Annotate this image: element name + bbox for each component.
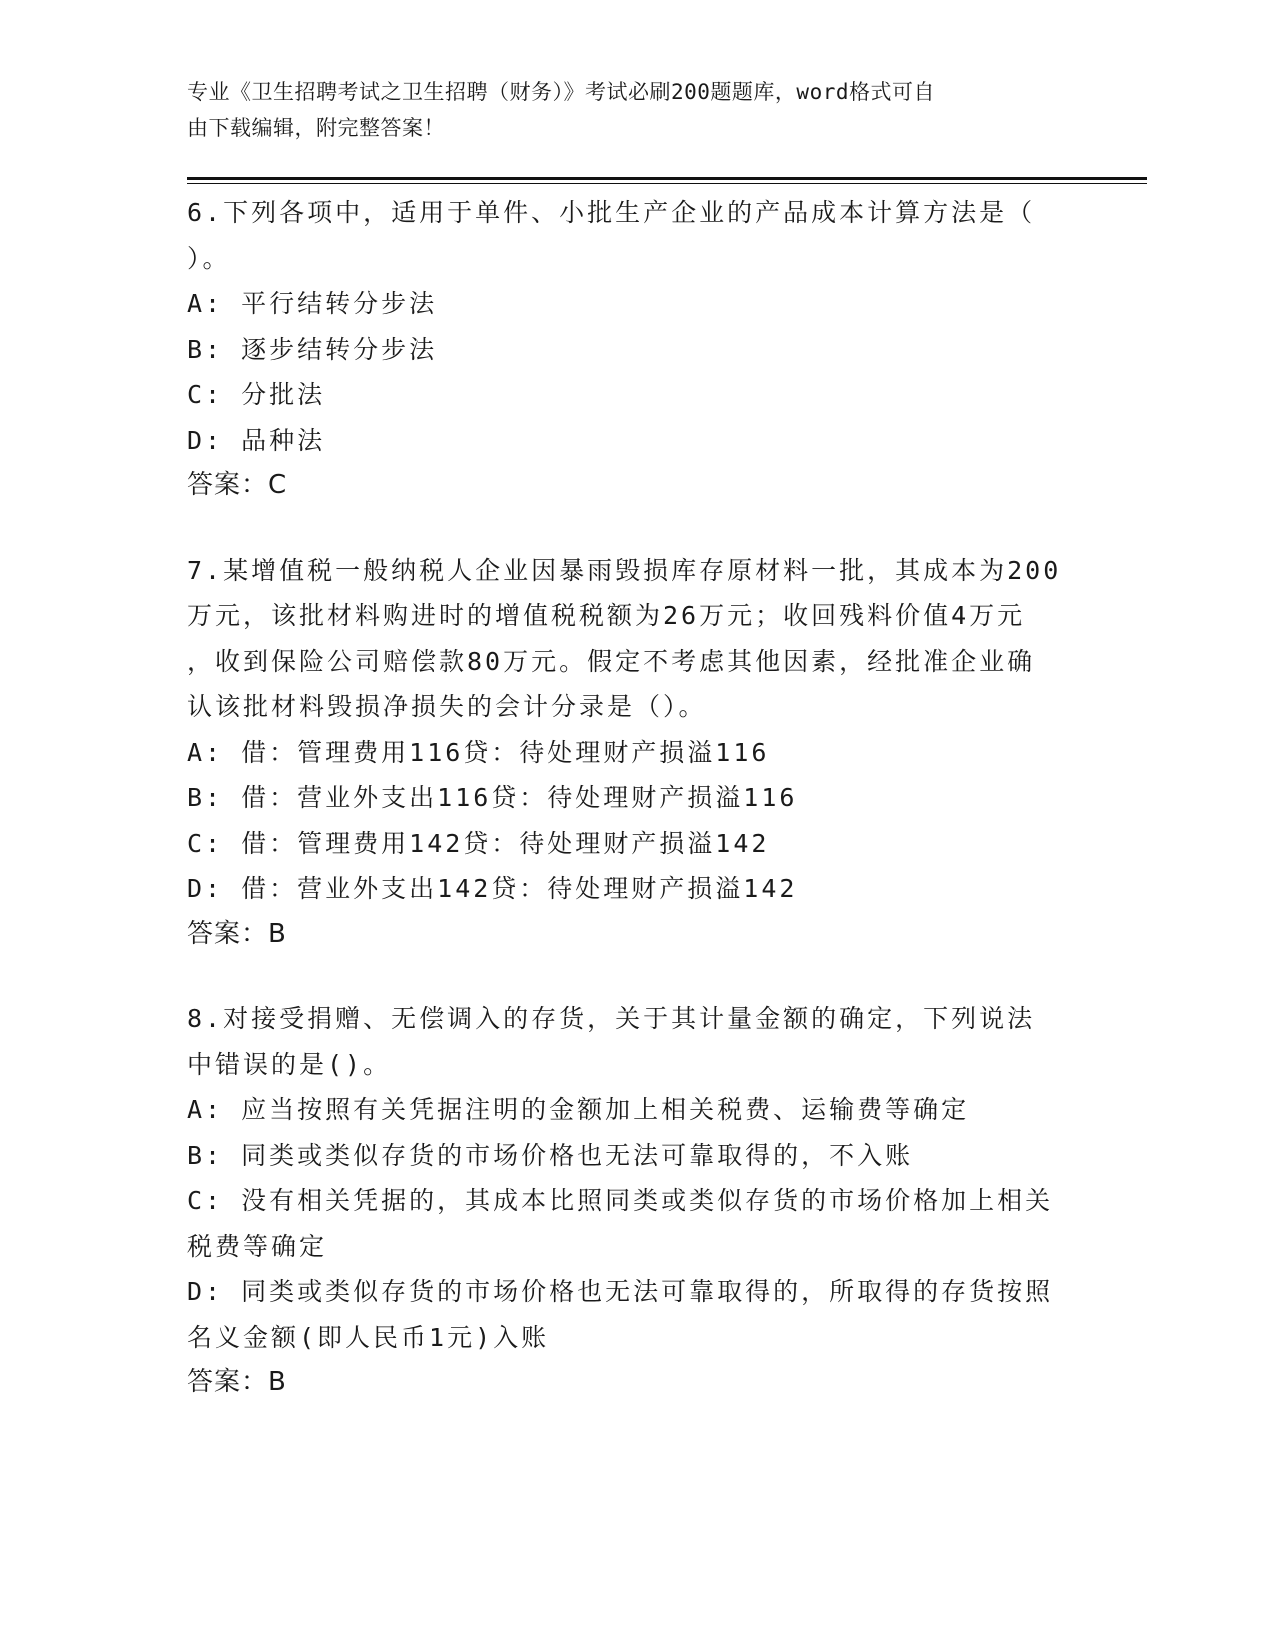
option-d: D: 同类或类似存货的市场价格也无法可靠取得的，所取得的存货按照 xyxy=(187,1277,1054,1306)
option-b: B: 逐步结转分步法 xyxy=(187,334,438,364)
question-stem-line: 万元，该批材料购进时的增值税税额为26万元；收回残料价值4万元 xyxy=(187,601,1026,630)
header-line: 由下载编辑，附完整答案！ xyxy=(187,116,445,140)
question-8 xyxy=(187,996,1087,1406)
header-divider-thin xyxy=(187,183,1147,184)
question-stem-line: 中错误的是()。 xyxy=(187,1049,392,1079)
header-line: 专业《卫生招聘考试之卫生招聘（财务）》考试必刷200题题库，word格式可自 xyxy=(187,80,935,104)
option-d-continued: 名义金额(即人民币1元)入账 xyxy=(187,1322,550,1352)
option-c: C: 没有相关凭据的，其成本比照同类或类似存货的市场价格加上相关 xyxy=(187,1186,1054,1215)
option-a: A: 借：管理费用116贷：待处理财产损溢116 xyxy=(187,737,770,767)
question-stem-line: 8.对接受捐赠、无偿调入的存货，关于其计量金额的确定，下列说法 xyxy=(187,1004,1036,1033)
answer-label: 答案：B xyxy=(187,1367,287,1397)
option-d: D: 品种法 xyxy=(187,425,326,455)
option-c-continued: 税费等确定 xyxy=(187,1231,328,1261)
question-stem-line: 6.下列各项中，适用于单件、小批生产企业的产品成本计算方法是（ xyxy=(187,198,1036,227)
question-stem-line: 7.某增值税一般纳税人企业因暴雨毁损库存原材料一批，其成本为200 xyxy=(187,555,1062,585)
answer-label: 答案：B xyxy=(187,918,287,949)
option-a: A: 平行结转分步法 xyxy=(187,289,438,318)
option-c: C: 借：管理费用142贷：待处理财产损溢142 xyxy=(187,828,770,858)
header-divider xyxy=(187,177,1147,180)
option-a: A: 应当按照有关凭据注明的金额加上相关税费、运输费等确定 xyxy=(187,1095,970,1124)
answer-label: 答案：C xyxy=(187,470,288,500)
question-stem-line: 认该批材料毁损净损失的会计分录是（）。 xyxy=(187,692,707,721)
question-stem-line: ）。 xyxy=(187,243,231,273)
question-list xyxy=(187,190,1087,1445)
option-b: B: 同类或类似存货的市场价格也无法可靠取得的，不入账 xyxy=(187,1140,914,1170)
question-6 xyxy=(187,190,1087,509)
option-c: C: 分批法 xyxy=(187,380,326,409)
question-stem-line: ，收到保险公司赔偿款80万元。假定不考虑其他因素，经批准企业确 xyxy=(187,646,1036,676)
option-d: D: 借：营业外支出142贷：待处理财产损溢142 xyxy=(187,874,798,903)
document-header xyxy=(187,74,1067,146)
option-b: B: 借：营业外支出116贷：待处理财产损溢116 xyxy=(187,783,798,812)
question-7 xyxy=(187,548,1087,958)
